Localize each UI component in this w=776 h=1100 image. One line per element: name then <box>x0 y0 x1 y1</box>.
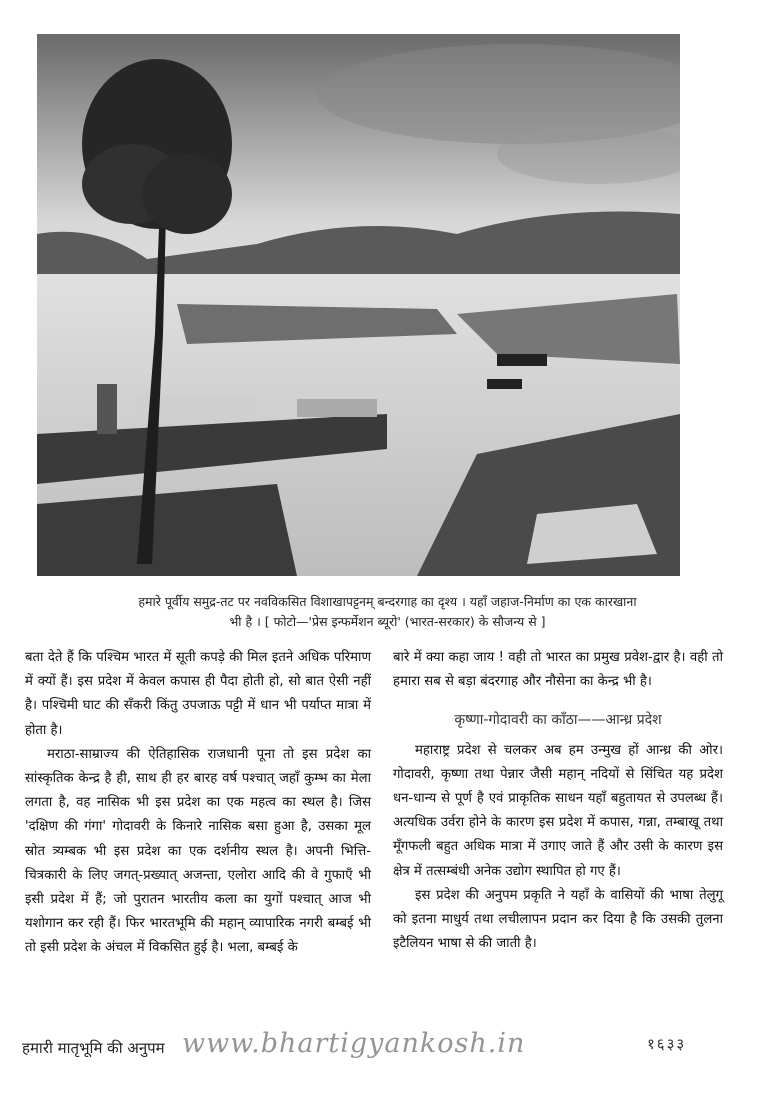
left-column <box>25 646 371 961</box>
paragraph: इस प्रदेश की अनुपम प्रकृति ने यहाँ के वासियों की भाषा तेलुगू को इतना माधुर्य तथा लचीलापन प्रदान कर दिया है कि उसकी तुलना इटैलियन भाषा से की जाती है। <box>393 887 723 952</box>
paragraph: बारे में क्या कहा जाय ! वही तो भारत का प्रमुख प्रवेश-द्वार है। वही तो हमारा सब से बड़ा बंदरगाह और नौसेना का केन्द्र भी है। <box>393 650 723 690</box>
watermark: www.bhartigyankosh.in <box>182 1028 526 1059</box>
right-column <box>393 646 723 956</box>
caption-line-1: हमारे पूर्वीय समुद्र-तट पर नवविकसित विशाखापट्टनम् बन्दरगाह का दृश्य । यहाँ जहाज-निर्माण का एक कारखाना <box>138 594 637 609</box>
harbor-photo-image <box>37 34 680 576</box>
page-number: १६३३ <box>647 1035 687 1053</box>
section-heading: कृष्णा-गोदावरी का काँठा——आन्ध्र प्रदेश <box>454 712 662 729</box>
footer-book-title: हमारी मातृभूमि की अनुपम <box>22 1039 165 1057</box>
paragraph: मराठा-साम्राज्य की ऐतिहासिक राजधानी पूना तो इस प्रदेश का सांस्कृतिक केन्द्र है ही, साथ ही हर बारह वर्ष पश्चात् जहाँ कुम्भ का मेला लगता है, वह नासिक भी इस प्रदेश का एक महत्व का स्थल है। जिस 'दक्षिण की गंगा' गोदावरी के किनारे नासिक बसा हुआ है, उसका मूल स्रोत त्र्यम्बक भी इस प्रदेश का एक दर्शनीय स्थल है। अपनी भित्ति-चित्रकारी के लिए जगत्-प्रख्यात् अजन्ता, एलोरा आदि की वे गुफाएँ भी इसी प्रदेश में हैं; जो पुरातन भारतीय कला का युगों पश्चात् आज भी यशोगान कर रही हैं। फिर भारतभूमि की महान् व्यापारिक नगरी बम्बई भी तो इसी प्रदेश के अंचल में विकसित हुई है। भला, बम्बई के <box>25 746 371 956</box>
photo-caption <box>30 592 745 632</box>
paragraph: बता देते हैं कि पश्चिम भारत में सूती कपड़े की मिल इतने अधिक परिमाण में क्यों हैं। इस प्रदेश में केवल कपास ही पैदा होती हो, सो बात ऐसी नहीं है। पश्चिमी घाट की सँकरी किंतु उपजाऊ पट्टी में धान भी पर्याप्त मात्रा में होता है। <box>25 650 371 738</box>
caption-line-2: भी है । [ फोटो—'प्रेस इन्फर्मेशन ब्यूरो' (भारत-सरकार) के सौजन्य से ] <box>229 614 546 629</box>
paragraph: महाराष्ट्र प्रदेश से चलकर अब हम उन्मुख हों आन्ध्र की ओर। गोदावरी, कृष्णा तथा पेन्नार जैसी महान् नदियों से सिंचित यह प्रदेश धन-धान्य से पूर्ण है एवं प्राकृतिक साधन यहाँ बहुतायत से उपलब्ध हैं। अत्यधिक उर्वरा होने के कारण इस प्रदेश में कपास, गन्ना, तम्बाखू तथा मूँगफली बहुत अधिक मात्रा में उगाए जाते हैं और उसी के कारण इस क्षेत्र में तत्सम्बंधी अनेक उद्योग स्थापित हो गए हैं। <box>393 742 723 879</box>
harbor-photo <box>37 34 680 576</box>
